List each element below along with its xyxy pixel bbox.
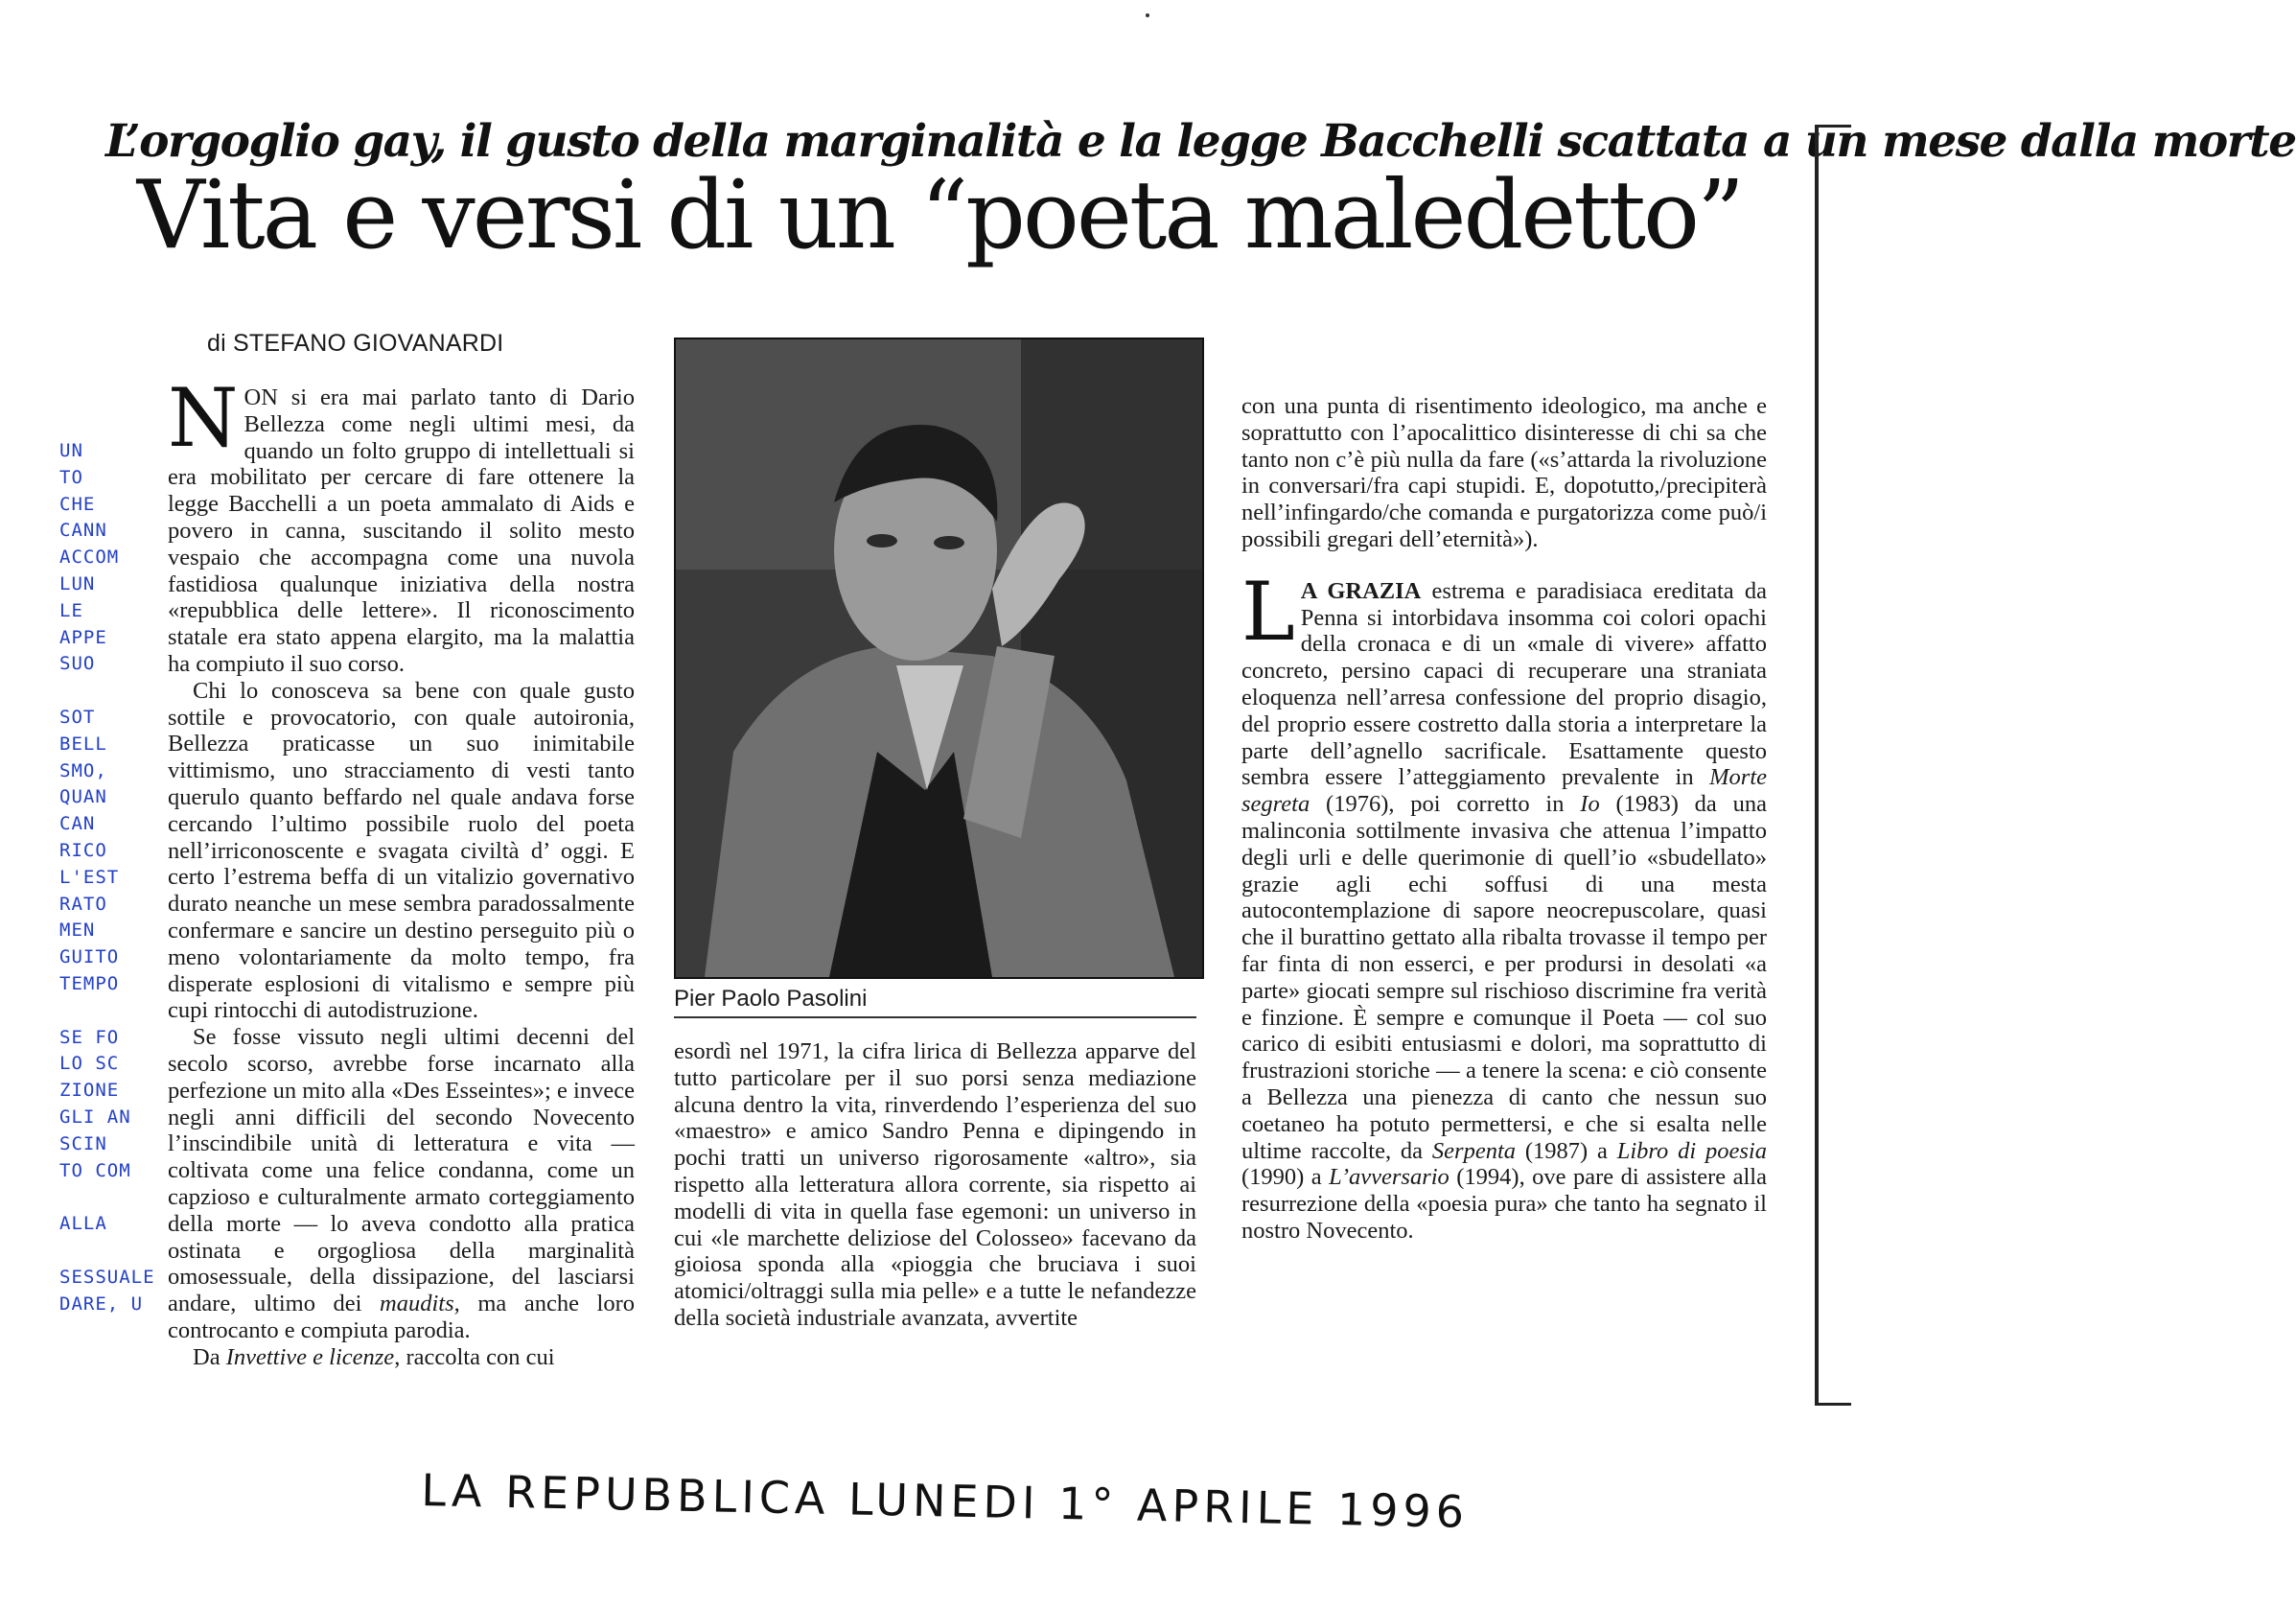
margin-note: L'EST <box>59 866 120 888</box>
paper-speck <box>1146 13 1149 17</box>
article-column-2 <box>674 1038 1196 1332</box>
article-column-3 <box>1241 393 1767 1245</box>
margin-note: CANN <box>59 520 107 542</box>
margin-note: TO COM <box>59 1159 131 1181</box>
handwritten-source-note: LA REPUBBLICA LUNEDI 1° APRILE 1996 <box>420 1464 1470 1538</box>
portrait-illustration <box>676 339 1202 977</box>
margin-note: SOT <box>59 706 96 728</box>
margin-note: GLI AN <box>59 1106 131 1128</box>
margin-note: RICO <box>59 839 107 861</box>
caption-rule <box>674 1016 1196 1018</box>
photo-caption: Pier Paolo Pasolini <box>674 986 868 1012</box>
article-column-1 <box>168 371 635 1370</box>
margin-note: SCIN <box>59 1132 107 1154</box>
margin-note: DARE, U <box>59 1293 144 1315</box>
margin-note: LE <box>59 599 83 621</box>
margin-note: MEN <box>59 920 96 942</box>
margin-note: RATO <box>59 893 107 915</box>
margin-note <box>59 998 167 1025</box>
kicker: L’orgoglio gay, il gusto della marginalità e la legge Bacchelli scattata a un mese dalla morte <box>105 115 2296 168</box>
headline: Vita e versi di un “poeta maledetto” <box>136 161 1743 270</box>
margin-note: BELL <box>59 733 107 755</box>
margin-note: LO SC <box>59 1053 120 1075</box>
margin-note: SUO <box>59 653 96 675</box>
drop-cap-2: L <box>1241 564 1295 659</box>
margin-note <box>59 1184 167 1211</box>
margin-note: UN <box>59 440 83 461</box>
margin-note <box>59 678 167 705</box>
byline: di STEFANO GIOVANARDI <box>207 330 504 357</box>
margin-note: ACCOM <box>59 547 120 569</box>
margin-note: TEMPO <box>59 972 120 994</box>
margin-note: APPE <box>59 626 107 648</box>
margin-note: GUITO <box>59 946 120 968</box>
paragraph-6: con una punta di risentimento ideologico, ma anche e soprattutto con l’apocalittico disinteresse di chi sa che tanto non c’è più nulla da fare («s’attarda la rivoluzione in conversari/fra capi stupidi. E, dopotutto,/precipiterà nell’infingardo/che comanda e purgatorizza come può/i possibili gregari dell’eternità»). <box>1241 393 1767 552</box>
handwritten-margin-notes <box>59 438 167 1317</box>
paragraph-5: esordì nel 1971, la cifra lirica di Bellezza apparve del tutto particolare per il suo porsi senza mediazione alcuna dentro la vita, rinverdendo l’esperienza del suo «maestro» e amico Sandro Penna e dipingendo in pochi tratti un universo rigorosamente «altro», sia rispetto alla letteratura allora corrente, sia rispetto ai modelli di vita in quella fase egemoni: un universo in cui «le marchette deliziose del Colosseo» facevano da gioiosa sponda alla «pioggia che bruciava i suoi atomici/oltraggi sulla mia pelle» e a tutte le nefandezze della società industriale avanzata, avvertite <box>674 1038 1196 1331</box>
portrait-photo <box>674 338 1204 979</box>
margin-note: SE FO <box>59 1026 120 1048</box>
margin-note: ZIONE <box>59 1080 120 1102</box>
drop-cap: N <box>168 371 239 465</box>
margin-note: TO <box>59 466 83 488</box>
margin-note: LUN <box>59 572 96 594</box>
margin-note: QUAN <box>59 786 107 808</box>
paragraph-2: Chi lo conosceva sa bene con quale gusto sottile e provocatorio, con quale autoironia, Bellezza praticasse un suo inimitabile vittimismo, uno stracciamento di vesti tanto querulo quanto beffardo nel quale andava forse cercando l’ultimo possibile ruolo del poeta nell’irriconoscente e svagata civiltà d’ oggi. E certo l’estrema beffa di un vitalizio governativo durato neanche un mese sembra paradossalmente confermare e sancire un destino perseguito più o meno volontariamente da molto tempo, fra disperate esplosioni di vitalismo e sempre più cupi rintocchi di autodistruzione. <box>168 677 635 1024</box>
paragraph-4: Da Invettive e licenze, raccolta con cui <box>193 1343 555 1370</box>
margin-note: SESSUALE <box>59 1266 155 1288</box>
paragraph-1: NON si era mai parlato tanto di Dario Bellezza come negli ultimi mesi, da quando un folto gruppo di intellettuali si era mobilitato per cercare di fare ottenere la legge Bacchelli a un poeta ammalato di Aids e povero in canna, suscitando il solito mesto vespaio che accompagna come una nuvola fastidiosa qualunque iniziativa della nostra «repubblica delle lettere». Il riconoscimento statale era stato appena elargito, ma la malattia ha compiuto il suo corso. <box>168 371 635 677</box>
margin-note: CAN <box>59 813 96 835</box>
column-bracket <box>1815 125 1851 1406</box>
margin-note: CHE <box>59 493 96 515</box>
margin-note: ALLA <box>59 1213 107 1235</box>
margin-note: SMO, <box>59 759 107 781</box>
paragraph-3: Se fosse vissuto negli ultimi decenni del secolo scorso, avrebbe forse incarnato alla perfezione un mito alla «Des Esseintes»; e invece negli anni difficili del secondo Novecento l’inscindibile unità di letteratura e vita — coltivata come una felice condanna, come un capzioso e culturalmente armato corteggiamento della morte — lo aveva condotto alla pratica ostinata e orgogliosa della marginalità omosessuale, della dissipazione, del lasciarsi andare, ultimo dei maudits, ma anche loro controcanto e compiuta parodia. <box>168 1024 635 1343</box>
paragraph-7: L A GRAZIA estrema e paradisiaca ereditata da Penna si intorbidava insomma coi colori opachi della cronaca e di un «male di vivere» affatto concreto, persino capaci di recuperare una straniata eloquenza nell’arresa confessione del proprio disagio, del proprio essere costretto dalla storia a interpretare la parte dell’agnello sacrificale. Esattamente questo sembra essere l’atteggiamento prevalente in Morte segreta (1976), poi corretto in Io (1983) da una malinconia sottilmente invasiva che attenua l’impatto degli urli e delle querimonie di quell’io «sbudellato» grazie agli echi soffusi di una mesta autocontemplazione di sapore neocrepuscolare, quasi che il burattino gettato alla ribalta trovasse il tempo per far finta di non esserci, e per prodursi in desolati «a parte» giocati sempre sul rischioso discrimine fra verità e finzione. È sempre e comunque il Poeta — col suo carico di esibiti entusiasmi e dolori, ma soprattutto di frustrazioni storiche — a tenere la scena: e ciò consente a Bellezza una pienezza di canto che nessun suo coetaneo ha potuto permettersi, e che si esalta nelle ultime raccolte, da Serpenta (1987) a Libro di poesia (1990) a L’avversario (1994), ove pare di assistere alla resurrezione della «poesia pura» che tanto ha segnato il nostro Novecento. <box>1241 564 1768 1244</box>
margin-note <box>59 1238 167 1265</box>
